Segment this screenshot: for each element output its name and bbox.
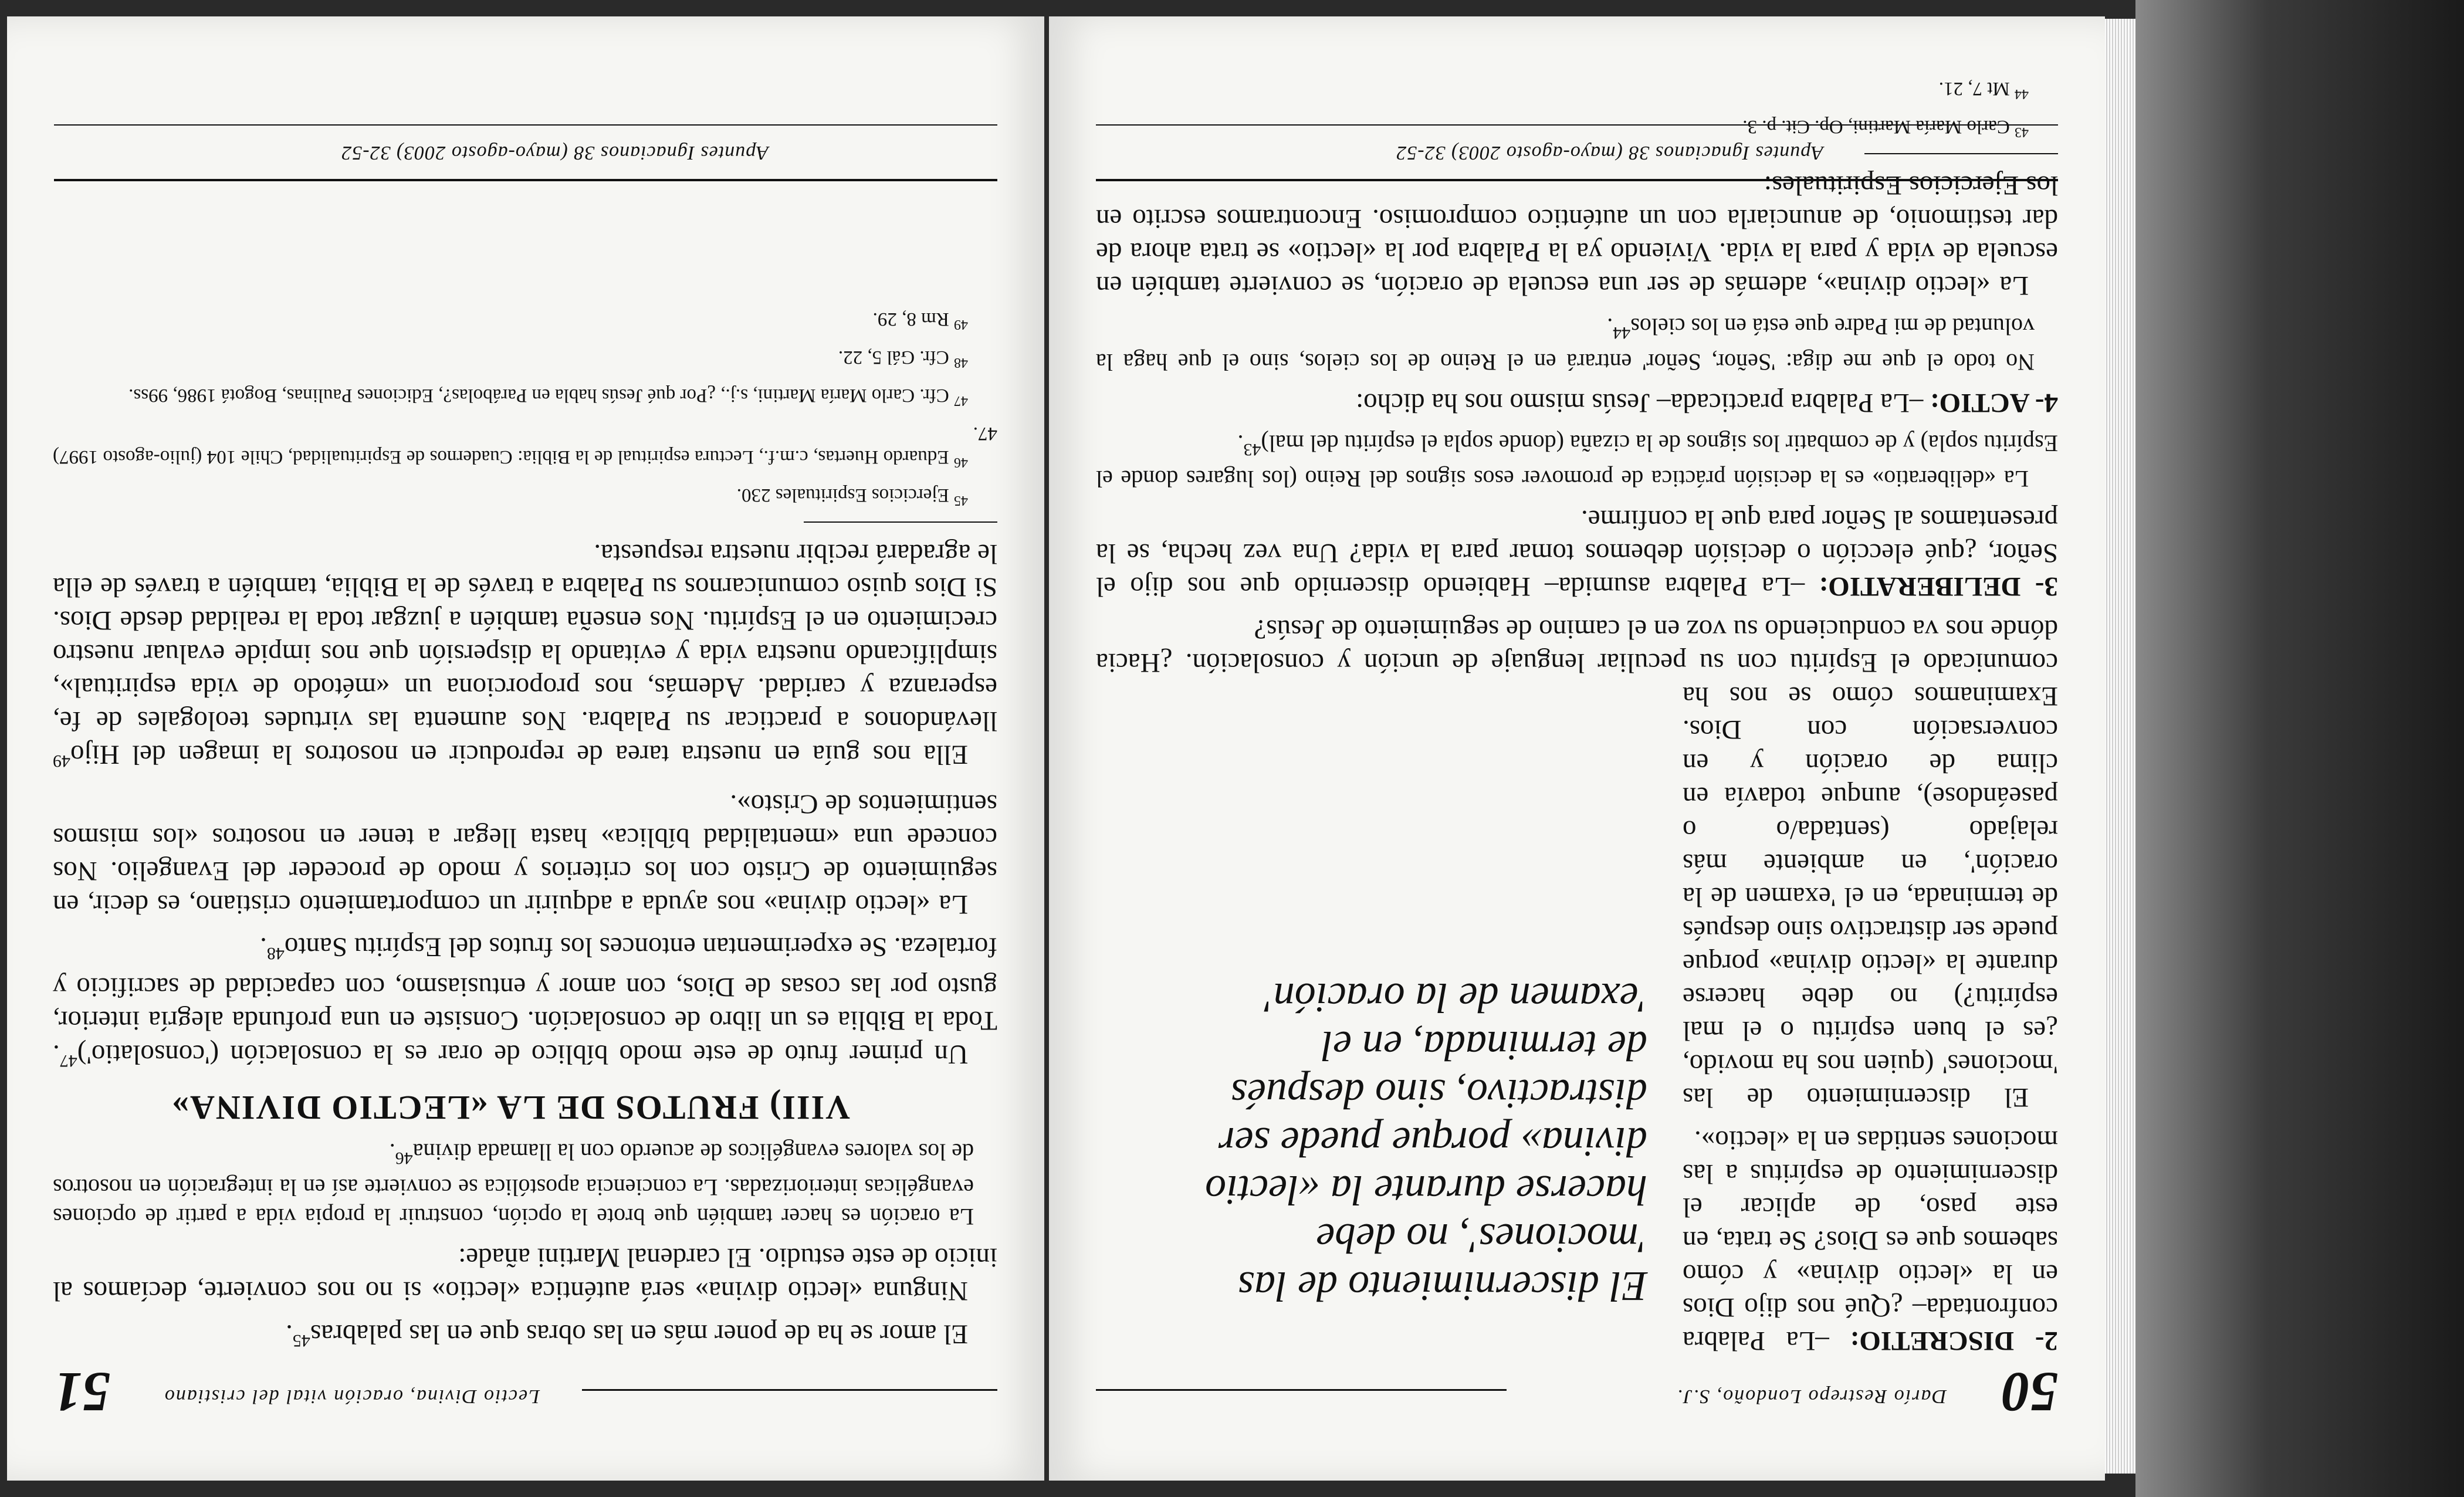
footer-journal: Apuntes Ignacianos 38 (mayo-agosto 2003) 32-52: [1396, 142, 1823, 164]
footnote: $^{45}$ Ejercicios Espirituales 230.: [736, 485, 968, 509]
footnote-ref: 45: [292, 1331, 310, 1350]
page-50: [1049, 16, 2105, 1481]
footnote: $^{47}$ Cfr. Carlo María Martini, s.j., ¿Por qué Jesús habla en Parábolas?, Ediciones Paulinas, Bogotá 1986, 99ss.: [128, 385, 968, 409]
step-text: –La Palabra confrontada– ¿Qué nos dijo Dios en la «lectio divina» y cómo sabemos que es Dios? Se trata, en este paso, de aplicar el discernimiento de espíritus a las mociones sentidas en la «lectio».: [1683, 1125, 2058, 1356]
footnote-ref: 47: [59, 1051, 77, 1071]
footer-rule-bottom: [54, 124, 997, 126]
page-number: 51: [54, 1361, 110, 1424]
paragraph: Un primer fruto de este modo bíblico de orar es la consolación ('consolatio')$^{47}$. Toda la Biblia es un libro de consolación. Consiste en una profunda alegría interior, gusto por las cosas de Dios, con amor y entusiasmo, con capacidad de sacrificio y fortaleza. Se experimentan entonces los frutos del Espíritu Santo$^{48}$.: [53, 932, 997, 1071]
footnote: $^{48}$ Cfr. Gál 5, 22.: [838, 347, 968, 371]
footnote-ref: 43: [1243, 440, 1261, 459]
paragraph: Ninguna «lectio divina» será auténtica «lectio» si no nos convierte, decíamos al inicio de este estudio. El cardenal Martini añade:: [53, 1242, 997, 1307]
footnote-ref: 49: [53, 751, 70, 771]
header-rule: [582, 1389, 997, 1391]
footnote-separator: [1864, 153, 2058, 154]
page-edge-stack: [2100, 19, 2135, 1474]
step-heading: 4- ACTIO:: [1930, 387, 2058, 418]
running-head: Darío Restrepo Londoño, S.J.: [1676, 1386, 1947, 1407]
pull-quote: El discernimiento de las 'mociones', no debe hacerse durante la «lectio divina» porque puede ser distractivo, sino después de terminada, en el 'examen de la oración': [1205, 974, 1647, 1310]
running-head: Lectio Divina, oración vital del cristiano: [163, 1386, 540, 1407]
footnote-ref: 46: [395, 1149, 413, 1169]
footnote: $^{46}$ Eduardo Huertas, c.m.f., Lectura espiritual de la Biblia: Cuadernos de Espiritualidad, Chile 104 (julio-agosto 1997) 47.: [52, 423, 997, 470]
footnote: $^{44}$ Mt 7, 21.: [1938, 78, 2029, 102]
paragraph: El amor se ha de poner más en las obras que en las palabras$^{45}$.: [286, 1319, 968, 1350]
page-number: 50: [2002, 1361, 2058, 1424]
header-rule: [1096, 1389, 1507, 1391]
step-heading: 3- DELIBERATIO:: [1819, 571, 2058, 602]
main-column: [53, 298, 997, 1357]
footer-rule: [54, 179, 997, 181]
page-header: [7, 1361, 1044, 1425]
step-text: –La Palabra practicada– Jesús mismo nos ha dicho:: [1356, 387, 1924, 418]
paragraph: Ella nos guía en nuestra tarea de reproducir en nosotros la imagen del Hijo$^{49}$ llevándonos a practicar su Palabra. Nos aumenta las virtudes teologales de fe, esperanza y caridad. Además, nos proporciona un «método de vida espiritual», simplificando nuestra vida y evitando la dispersión que nos impide evaluar nuestro crecimiento en el Espíritu. Nos enseña también a juzgar toda la realidad desde Dios. Si Dios quiso comunicarnos su Palabra a través de la Biblia, también a través de ella le agradará recibir nuestra respuesta.: [53, 538, 997, 771]
block-quote: No todo el que me diga: 'Señor, Señor' entrará en el Reino de los cielos, sino el que haga la voluntad de mi Padre que está en los cielos$^{44}$.: [1096, 313, 2035, 375]
footnote-separator: [804, 521, 997, 523]
paragraph: El discernimiento de las 'mociones' (quien nos ha movido, ¿es el buen espíritu o el mal espíritu?) no debe hacerse durante la «lectio divina» porque puede ser distractivo sino después de terminada, en el 'examen de la oración', en ambiente más relajado (sentada/o o paseándose), aunque todavía en clima de oración y en conversación con Dios. Examinamos cómo se nos ha comunicado el Espíritu con su peculiar lenguaje de unción y consolación. ¿Hacia dónde nos va conduciendo su voz en el camino de seguimiento de Jesús?: [1096, 614, 2058, 1113]
page-51: [7, 16, 1044, 1481]
main-column: [1096, 67, 2058, 1357]
block-quote: La oración es hacer también que brote la opción, construir la propia vida a partir de opciones evangélicas interiorizadas. La conciencia apostólica se convierte así en la integración en nosotros de los valores evangélicos de acuerdo con la llamada divina$^{46}$.: [53, 1139, 974, 1231]
footer-rule-bottom: [1096, 124, 2058, 126]
section-title: VIII) FRUTOS DE LA «LECTIO DIVINA»: [171, 1089, 850, 1127]
step-actio: [1096, 386, 2058, 419]
step-deliberatio: [1096, 503, 2058, 603]
paragraph: La «lectio divina» nos ayuda a adquirir un comportamiento cristiano, es decir, en seguimiento de Cristo con los criterios y modo de proceder del Evangelio. Nos concede una «mentalidad bíblica» hasta llegar a tener en nosotros «los mismos sentimientos de Cristo».: [53, 788, 997, 920]
step-text: –La Palabra asumida– Habiendo discernido que nos dijo el Señor, ¿qué elección o decisión debemos tomar para la vida? Una vez hecha, se la presentamos al Señor para que la confirme.: [1096, 504, 2058, 602]
footer-rule: [1096, 179, 2058, 181]
footnote-ref: 48: [266, 944, 285, 964]
deliberatio-note: La «deliberatio» es la decisión práctica de promover esos signos del Reino (los lugares donde el Espíritu sopla) y de combatir los signos de la cizaña (donde sopla el espíritu del mal)$^{43}$.: [1096, 430, 2058, 492]
footnote: $^{49}$ Rm 8, 29.: [872, 309, 968, 333]
pull-quote-space: [1096, 712, 1683, 1357]
footnote: $^{43}$ Carlo María Martini, Op. Cit. p. 3.: [1742, 116, 2029, 140]
page-header: [1049, 1361, 2105, 1425]
paragraph: La «lectio divina», además de ser una escuela de oración, se convierte también en escuela de vida y para la vida. Viviendo ya la Palabra por la «lectio» se trata ahora de dar testimonio, de anunciarla con un auténtico compromiso. Encontramos escrito en los Ejercicios Espirituales:: [1096, 170, 2058, 302]
scanner-shadow: [2135, 0, 2464, 1497]
step-heading: 2- DISCRETIO:: [1850, 1326, 2058, 1356]
footer-journal: Apuntes Ignacianos 38 (mayo-agosto 2003) 32-52: [341, 142, 769, 164]
footnote-ref: 44: [1613, 323, 1631, 343]
